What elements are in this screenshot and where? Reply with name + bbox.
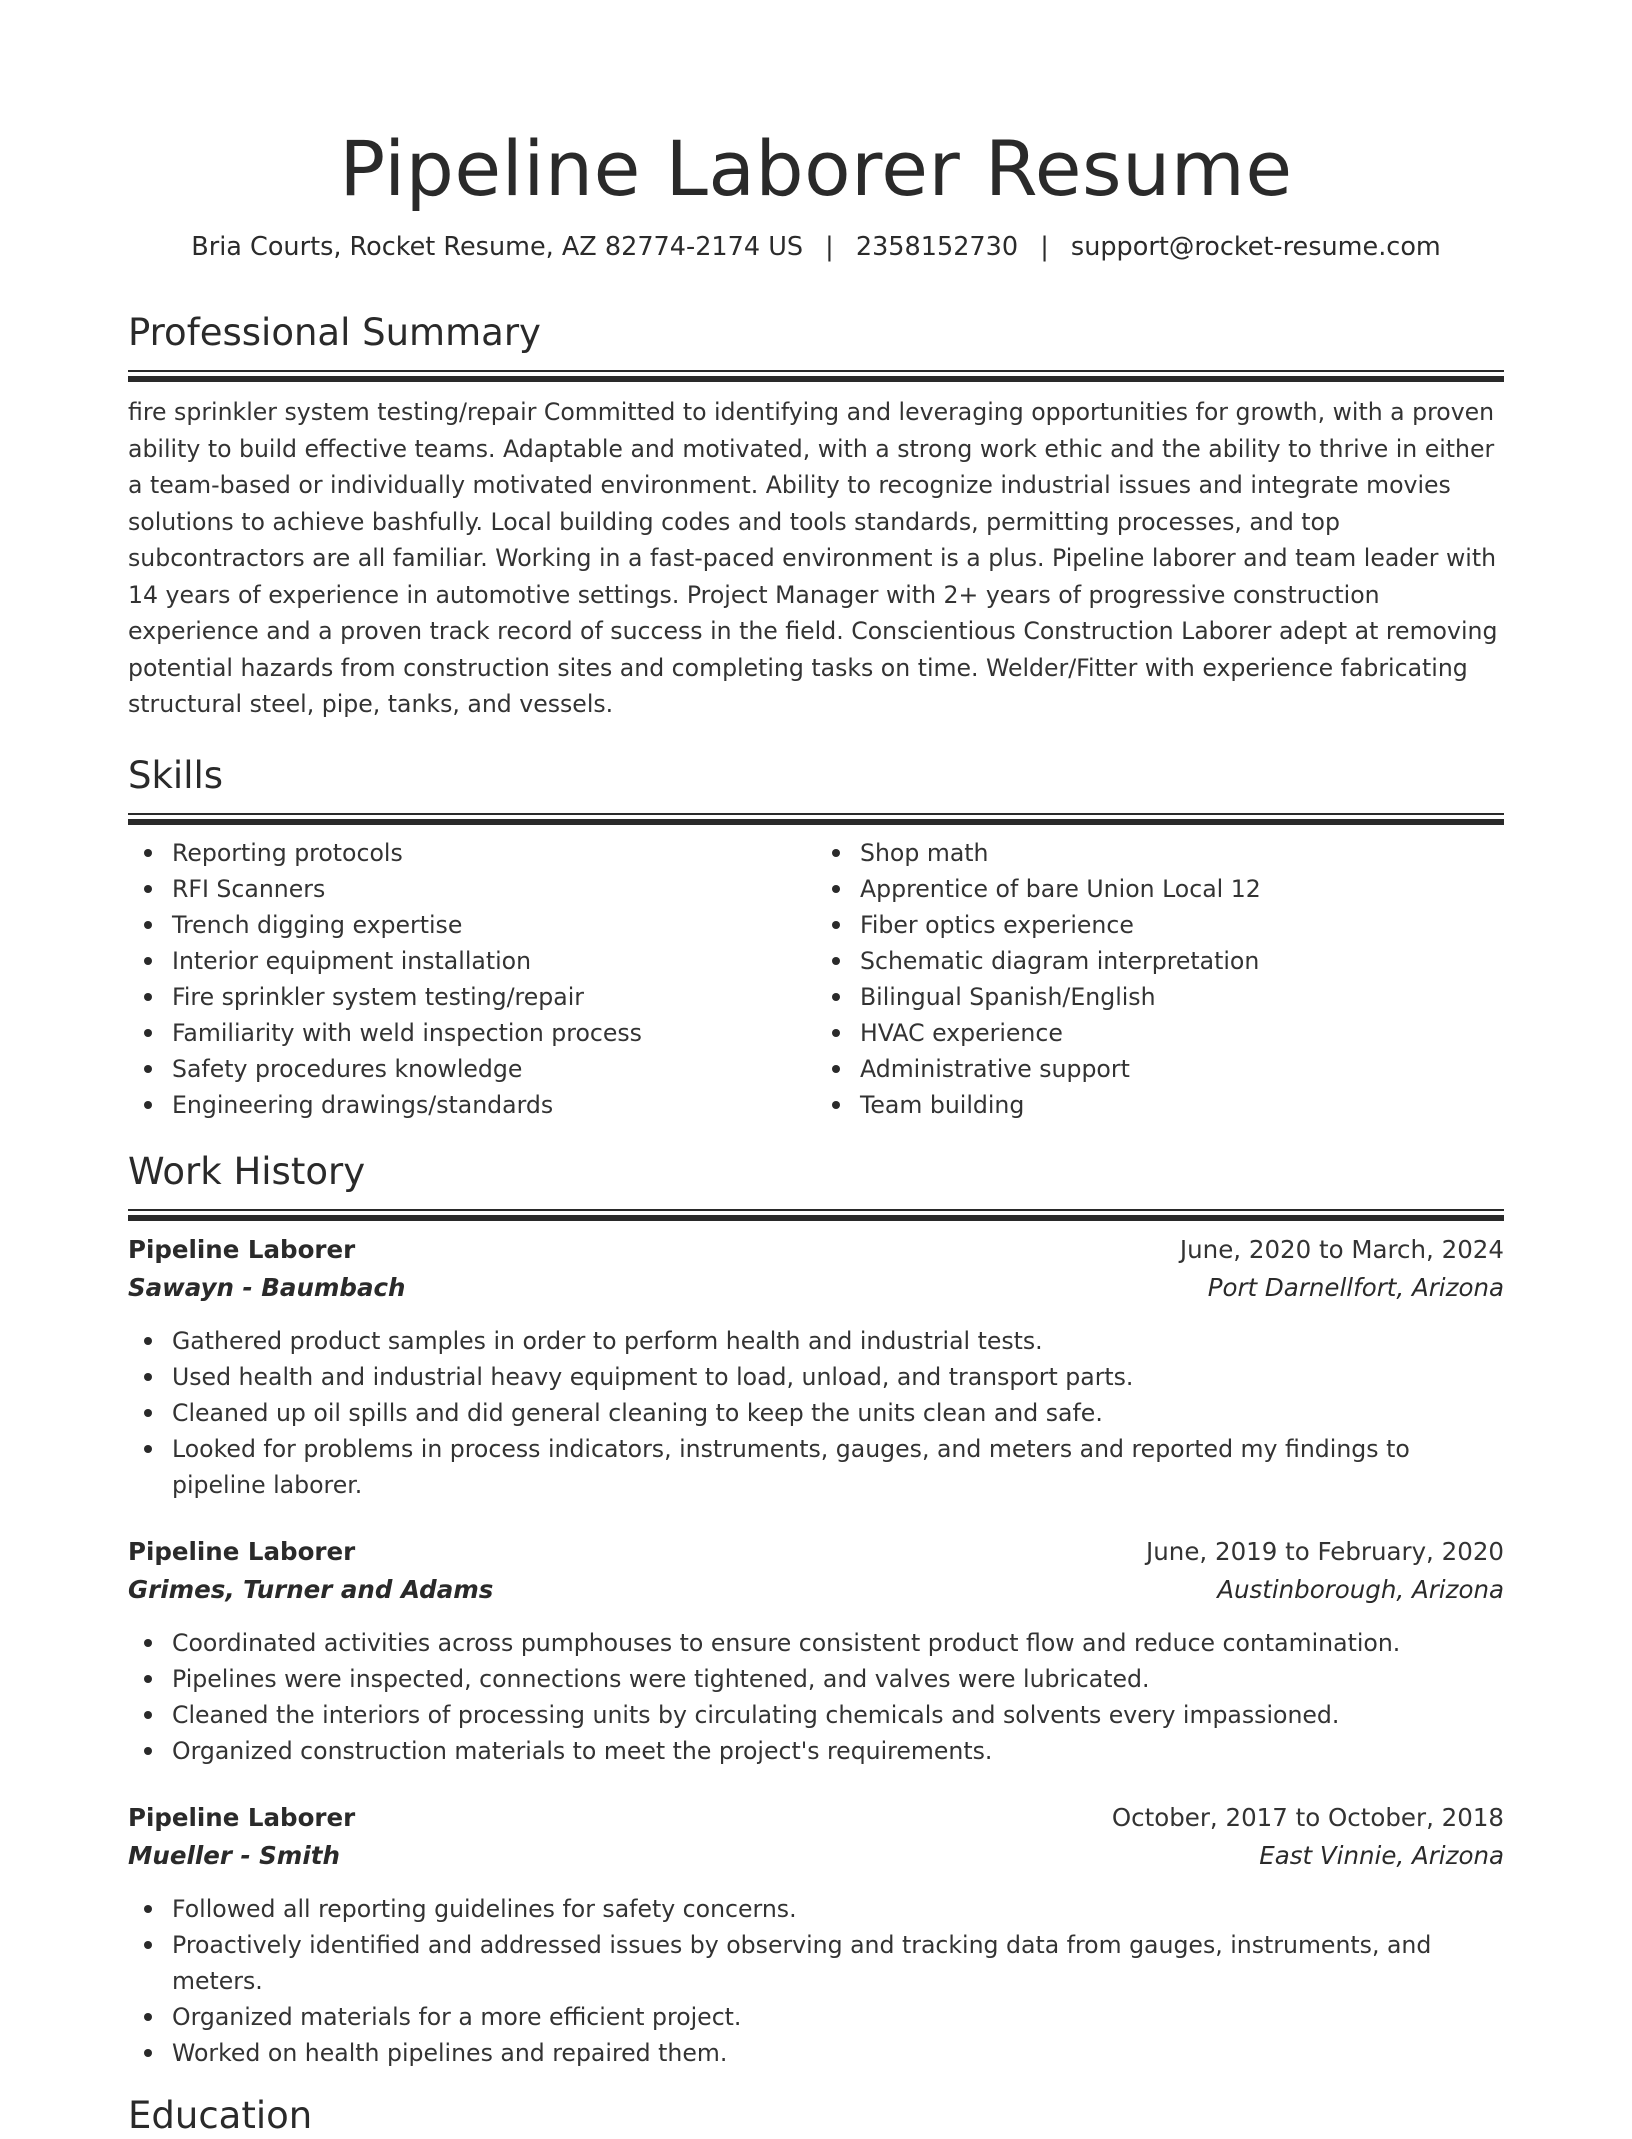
job-company: Grimes, Turner and Adams xyxy=(128,1574,494,1604)
job-location: East Vinnie, Arizona xyxy=(1259,1840,1504,1870)
job-dates: October, 2017 to October, 2018 xyxy=(1111,1802,1504,1832)
job-company-row xyxy=(128,1837,1504,1875)
education-section xyxy=(128,2093,1504,2139)
page-title: Pipeline Laborer Resume xyxy=(339,124,1293,213)
job-dates: June, 2019 to February, 2020 xyxy=(1146,1536,1504,1566)
job-duty: Cleaned up oil spills and did general cleaning to keep the units clean and safe. xyxy=(172,1395,1504,1431)
resume-page xyxy=(128,0,1504,2139)
work-history-section xyxy=(128,1149,1504,2071)
skill-item: Reporting protocols xyxy=(172,835,816,871)
job-duty: Gathered product samples in order to perform health and industrial tests. xyxy=(172,1323,1504,1359)
job-title: Pipeline Laborer xyxy=(128,1234,356,1264)
skills-section xyxy=(128,753,1504,1123)
job-duty: Looked for problems in process indicators, instruments, gauges, and meters and reported my findings to pipeline laborer. xyxy=(172,1431,1504,1503)
skills-grid xyxy=(128,835,1504,1123)
job-duties-list xyxy=(128,1625,1504,1769)
job-title: Pipeline Laborer xyxy=(128,1536,356,1566)
job-duty: Worked on health pipelines and repaired them. xyxy=(172,2035,1504,2071)
job-duties-list xyxy=(128,1323,1504,1503)
contact-separator: | xyxy=(1040,232,1049,262)
skills-list-left xyxy=(128,835,816,1123)
job-duty: Cleaned the interiors of processing units by circulating chemicals and solvents every impassioned. xyxy=(172,1697,1504,1733)
skill-item: HVAC experience xyxy=(860,1015,1504,1051)
job-title: Pipeline Laborer xyxy=(128,1802,356,1832)
skill-item: Administrative support xyxy=(860,1051,1504,1087)
job-duty: Organized materials for a more efficient project. xyxy=(172,1999,1504,2035)
job-location: Austinborough, Arizona xyxy=(1217,1574,1504,1604)
contact-line xyxy=(128,230,1504,264)
summary-text: fire sprinkler system testing/repair Committed to identifying and leveraging opportunities for growth, with a proven ability to build effective teams. Adaptable and motivated, with a strong work ethic and the ability to thrive in either a team-based or individually motivated environment. Ability to recognize industrial issues and integrate movies solutions to achieve bashfully. Local building codes and tools standards, permitting processes, and top subcontractors are all familiar. Working in a fast-paced environment is a plus. Pipeline laborer and team leader with 14 years of experience in automotive settings. Project Manager with 2+ years of progressive construction experience and a proven track record of success in the field. Conscientious Construction Laborer adept at removing potential hazards from construction sites and completing tasks on time. Welder/Fitter with experience fabricating structural steel, pipe, tanks, and vessels. xyxy=(128,398,1498,718)
section-heading-summary: Professional Summary xyxy=(128,311,541,354)
job-duty: Proactively identified and addressed issues by observing and tracking data from gauges, instruments, and meters. xyxy=(172,1927,1504,1999)
skill-item: Team building xyxy=(860,1087,1504,1123)
job-dates: June, 2020 to March, 2024 xyxy=(1179,1234,1504,1264)
job-duty: Used health and industrial heavy equipment to load, unload, and transport parts. xyxy=(172,1359,1504,1395)
job-company-row xyxy=(128,1571,1504,1609)
section-divider xyxy=(128,813,1504,815)
skill-item: Fiber optics experience xyxy=(860,907,1504,943)
section-heading-skills: Skills xyxy=(128,753,224,797)
job-location: Port Darnellfort, Arizona xyxy=(1207,1272,1504,1302)
skill-item: Trench digging expertise xyxy=(172,907,816,943)
contact-separator: | xyxy=(825,232,834,262)
section-divider xyxy=(128,370,1504,372)
job-duties-list xyxy=(128,1891,1504,2071)
job-header-row xyxy=(128,1231,1504,1269)
job-duty: Followed all reporting guidelines for safety concerns. xyxy=(172,1891,1504,1927)
professional-summary-section xyxy=(128,310,1504,723)
contact-email: support@rocket-resume.com xyxy=(1070,232,1441,262)
job-entry xyxy=(128,1533,1504,1769)
job-company-row xyxy=(128,1269,1504,1307)
job-entry xyxy=(128,1799,1504,2071)
job-company: Mueller - Smith xyxy=(128,1840,340,1870)
section-heading-work: Work History xyxy=(128,1149,366,1193)
job-duty: Organized construction materials to meet the project's requirements. xyxy=(172,1733,1504,1769)
skill-item: Apprentice of bare Union Local 12 xyxy=(860,871,1504,907)
contact-phone: 2358152730 xyxy=(855,232,1019,262)
job-duty: Pipelines were inspected, connections were tightened, and valves were lubricated. xyxy=(172,1661,1504,1697)
skill-item: RFI Scanners xyxy=(172,871,816,907)
section-divider xyxy=(128,1209,1504,1211)
job-company: Sawayn - Baumbach xyxy=(128,1272,406,1302)
contact-address: Bria Courts, Rocket Resume, AZ 82774-2174 US xyxy=(191,232,804,262)
skill-item: Fire sprinkler system testing/repair xyxy=(172,979,816,1015)
skill-item: Interior equipment installation xyxy=(172,943,816,979)
job-header-row xyxy=(128,1799,1504,1837)
job-entry xyxy=(128,1231,1504,1503)
skill-item: Familiarity with weld inspection process xyxy=(172,1015,816,1051)
section-heading-education: Education xyxy=(128,2093,313,2137)
skill-item: Shop math xyxy=(860,835,1504,871)
skill-item: Schematic diagram interpretation xyxy=(860,943,1504,979)
skill-item: Safety procedures knowledge xyxy=(172,1051,816,1087)
skill-item: Engineering drawings/standards xyxy=(172,1087,816,1123)
job-duty: Coordinated activities across pumphouses to ensure consistent product flow and reduce contamination. xyxy=(172,1625,1504,1661)
job-header-row xyxy=(128,1533,1504,1571)
skills-list-right xyxy=(816,835,1504,1123)
skill-item: Bilingual Spanish/English xyxy=(860,979,1504,1015)
